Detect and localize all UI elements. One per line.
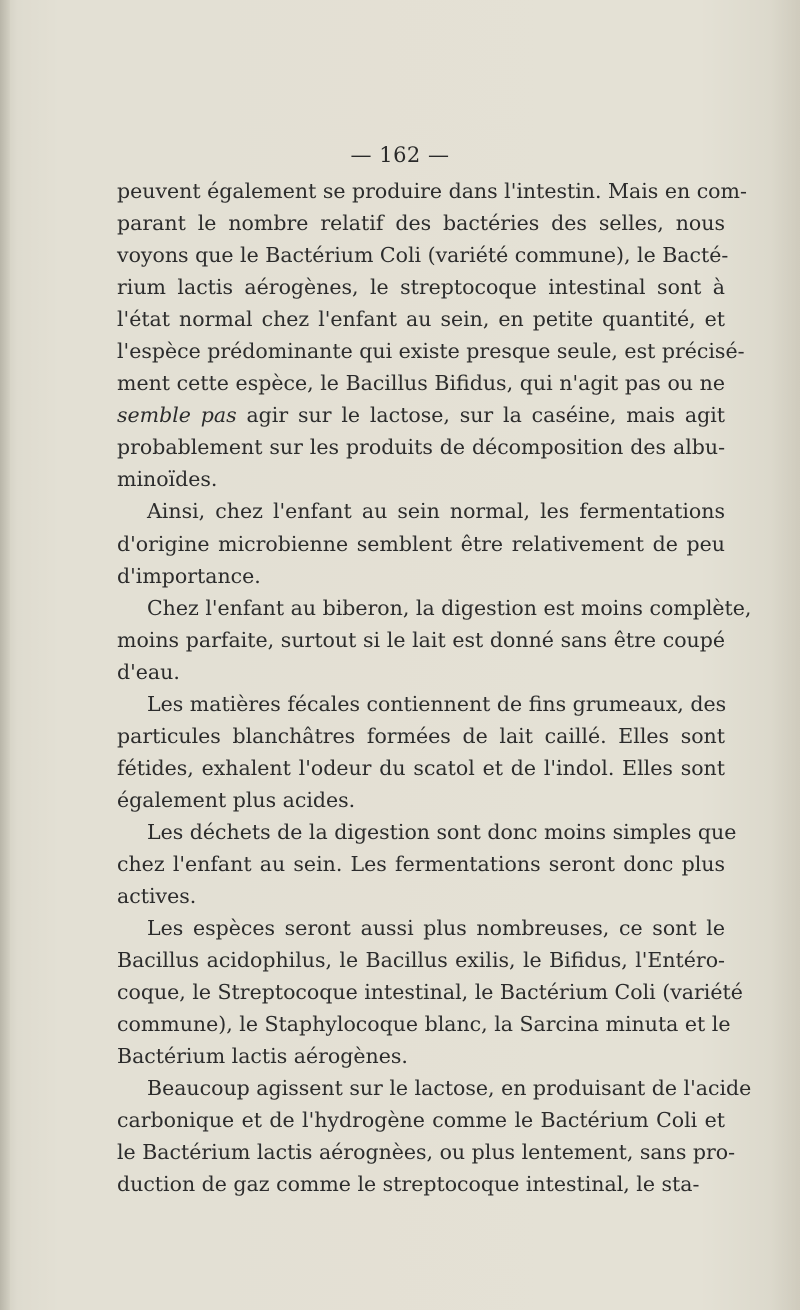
- text-line: Chez l'enfant au biberon, la digestion est moins complète,: [147, 595, 752, 620]
- text-line: actives.: [117, 884, 197, 909]
- italic-phrase: semble pas: [117, 403, 237, 428]
- text-line: ment cette espèce, le Bacillus Bifidus, qui n'agit pas ou ne: [117, 371, 725, 396]
- text-line: voyons que le Bactérium Coli (variété commune), le Bacté-: [117, 243, 729, 268]
- text-line: rium lactis aérogènes, le streptocoque intestinal sont à: [117, 275, 725, 300]
- text-line: particules blanchâtres formées de lait caillé. Elles sont: [117, 723, 725, 748]
- page-number: — 162 —: [350, 143, 450, 167]
- text-line: également plus acides.: [117, 787, 356, 812]
- text-line: chez l'enfant au sein. Les fermentations seront donc plus: [117, 851, 725, 876]
- text-line: carbonique et de l'hydrogène comme le Bactérium Coli et: [117, 1108, 725, 1133]
- paragraph: [117, 495, 725, 591]
- text-line: parant le nombre relatif des bactéries des selles, nous: [117, 211, 725, 236]
- text-line: commune), le Staphylocoque blanc, la Sarcina minuta et le: [117, 1012, 731, 1037]
- text-line: d'importance.: [117, 563, 261, 588]
- text-line: moins parfaite, surtout si le lait est donné sans être coupé: [117, 627, 725, 652]
- paragraph: [117, 1072, 752, 1200]
- paragraph: [117, 175, 747, 495]
- text-line: coque, le Streptocoque intestinal, le Bactérium Coli (variété: [117, 980, 743, 1005]
- text-line: Bacillus acidophilus, le Bacillus exilis, le Bifidus, l'Entéro-: [117, 948, 725, 973]
- text-line: l'état normal chez l'enfant au sein, en petite quantité, et: [117, 307, 725, 332]
- text-line: le Bactérium lactis aérognèes, ou plus lentement, sans pro-: [117, 1140, 736, 1165]
- text-line: Bactérium lactis aérogènes.: [117, 1044, 408, 1069]
- text-line: Les déchets de la digestion sont donc moins simples que: [147, 819, 737, 844]
- text-line: minoïdes.: [117, 467, 218, 492]
- text-line: Les espèces seront aussi plus nombreuses, ce sont le: [147, 916, 725, 941]
- text-line: probablement sur les produits de décomposition des albu-: [117, 435, 725, 460]
- text-line: Ainsi, chez l'enfant au sein normal, les fermentations: [147, 499, 725, 524]
- paragraph: [117, 912, 743, 1072]
- body-text: [117, 175, 752, 1201]
- text-line: duction de gaz comme le streptocoque intestinal, le sta-: [117, 1172, 700, 1197]
- text-line: Les matières fécales contiennent de fins grumeaux, des: [147, 691, 727, 716]
- text-line: l'espèce prédominante qui existe presque seule, est précisé-: [117, 339, 745, 364]
- text-line: d'eau.: [117, 659, 180, 684]
- text-line: semble pas agir sur le lactose, sur la caséine, mais agit: [117, 403, 725, 428]
- text-line: Beaucoup agissent sur le lactose, en produisant de l'acide: [147, 1076, 752, 1101]
- text-line: peuvent également se produire dans l'intestin. Mais en com-: [117, 179, 747, 203]
- paragraph: [117, 816, 737, 912]
- paragraph: [117, 688, 725, 816]
- text-line: fétides, exhalent l'odeur du scatol et de l'indol. Elles sont: [117, 755, 725, 780]
- page-binding-edge: [0, 0, 10, 1310]
- text-line: d'origine microbienne semblent être relativement de peu: [117, 531, 725, 556]
- paragraph: [117, 592, 752, 688]
